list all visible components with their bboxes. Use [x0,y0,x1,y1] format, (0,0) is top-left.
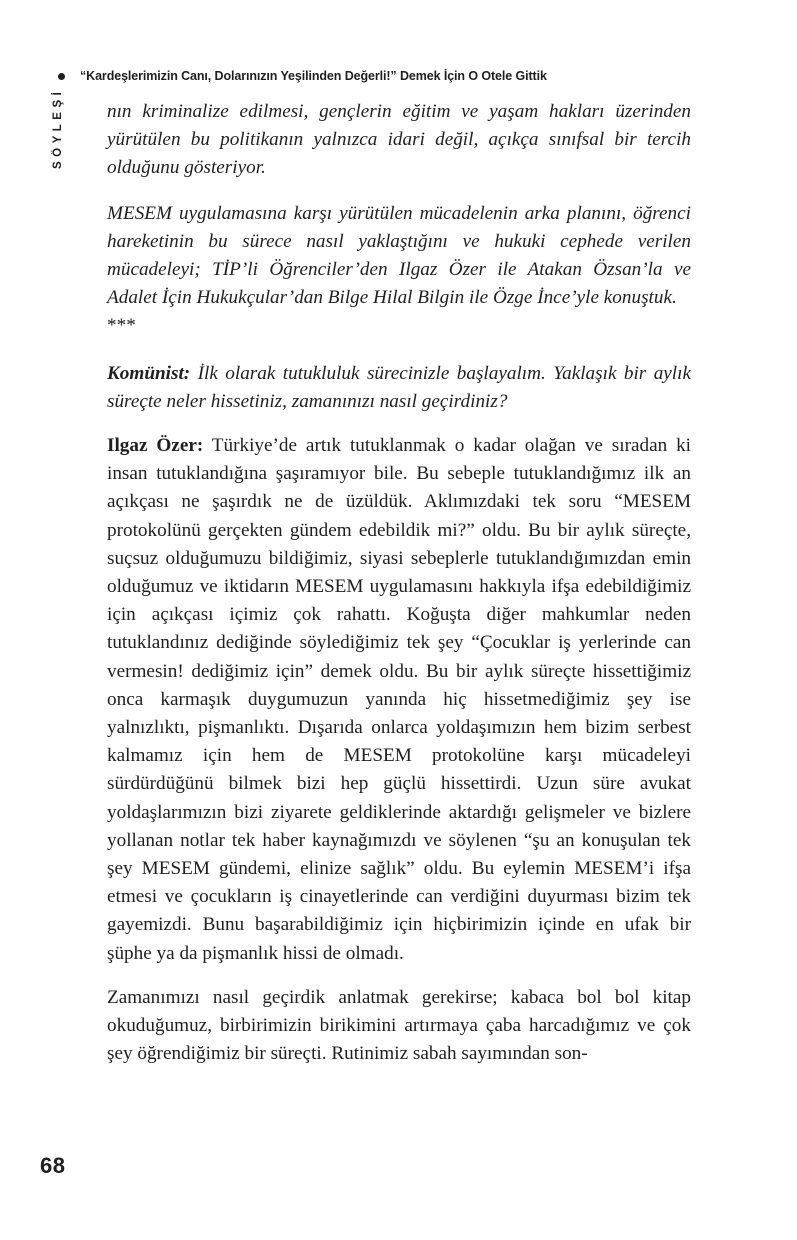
question-text: İlk olarak tutukluluk sürecinizle başlayalım. Yaklaşık bir aylık süreçte neler hissetiniz, zamanınızı nasıl geçirdiniz? [107,362,691,412]
interview-answer [107,432,691,968]
intro-paragraph-2: MESEM uygulamasına karşı yürütülen mücadelenin arka planını, öğrenci hareketinin bu sürece nasıl yaklaştığını ve hukuki cephede verilen mücadeleyi; TİP’li Öğrenciler’den Ilgaz Özer ile Atakan Özsan’la ve Adalet İçin Hukukçular’dan Bilge Hilal Bilgin ile Özge İnce’yle konuştuk. [107,202,691,309]
article-body [107,98,691,1069]
section-side-label: SÖYLEŞİ [52,88,64,170]
running-title: “Kardeşlerimizin Canı, Dolarınızın Yeşilinden Değerli!” Demek İçin O Otele Gittik [80,69,547,83]
bullet-icon [58,73,65,80]
page-number: 68 [40,1153,66,1178]
running-header [58,66,718,86]
intro-paragraph-1: nın kriminalize edilmesi, gençlerin eğitim ve yaşam hakları üzerinden yürütülen bu politikanın yalnızca idari değil, açıkça sınıfsal bir tercih olduğunu gösteriyor. [107,101,691,179]
answer-text: Türkiye’de artık tutuklanmak o kadar olağan ve sıradan ki insan tutuklandığına şaşıramıyor bile. Bu sebeple tutuklandığımız ilk an açıkçası ne şaşırdık ne de üzüldük. Aklımızdaki tek soru “MESEM protokolünü gerçekten gündem edebildik mi?” oldu. Bu bir aylık süreçte, suçsuz olduğumuzu bildiğimiz, siyasi sebeplerle tutuklandığımızdan emin olduğumuz ve iktidarın MESEM uygulamasını hakkıyla ifşa edebildiğimiz için açıkçası içimiz çok rahattı. Koğuşta diğer mahkumlar neden tutuklandınız dediğinde söylediğimiz tek şey “Çocuklar iş yerlerinde can vermesin! dediğimiz için” demek oldu. Bu bir aylık süreçte hissettiğimiz onca karmaşık duygumuzun yanında hiç hissetmediğimiz şey ise yalnızlıktı, pişmanlıktı. Dışarıda onlarca yoldaşımızın hem bizim serbest kalmamız için hem de MESEM protokolüne karşı mücadeleyi sürdürdüğünü bilmek bizi hep güçlü hissettirdi. Uzun süre avukat yoldaşlarımızın bizi ziyarete geldiklerinde aktardığı gelişmeler ve bizlere yollanan notlar tek haber kaynağımızdı ve söylenen “şu an konuşulan tek şey MESEM gündemi, elinize sağlık” oldu. Bu eylemin MESEM’i ifşa etmesi ve çocukların iş cinayetlerinde can verdiğini duyurması bizim tek gayemizdi. Bunu başarabildiğimiz için hiçbirimizin içinde en ufak bir şüphe ya da pişmanlık hissi de olmadı. [107,435,692,964]
answer-continuation: Zamanımızı nasıl geçirdik anlatmak gerekirse; kabaca bol bol kitap okuduğumuz, birbirimizin birikimini artırmaya çaba harcadığımız ve çok şey öğrendiğimiz bir süreçti. Rutinimiz sabah sayımından son- [107,986,691,1065]
answer-speaker: Ilgaz Özer: [107,435,204,457]
interview-question [107,360,691,416]
section-separator: *** [107,315,136,337]
question-speaker: Komünist: [107,362,191,384]
